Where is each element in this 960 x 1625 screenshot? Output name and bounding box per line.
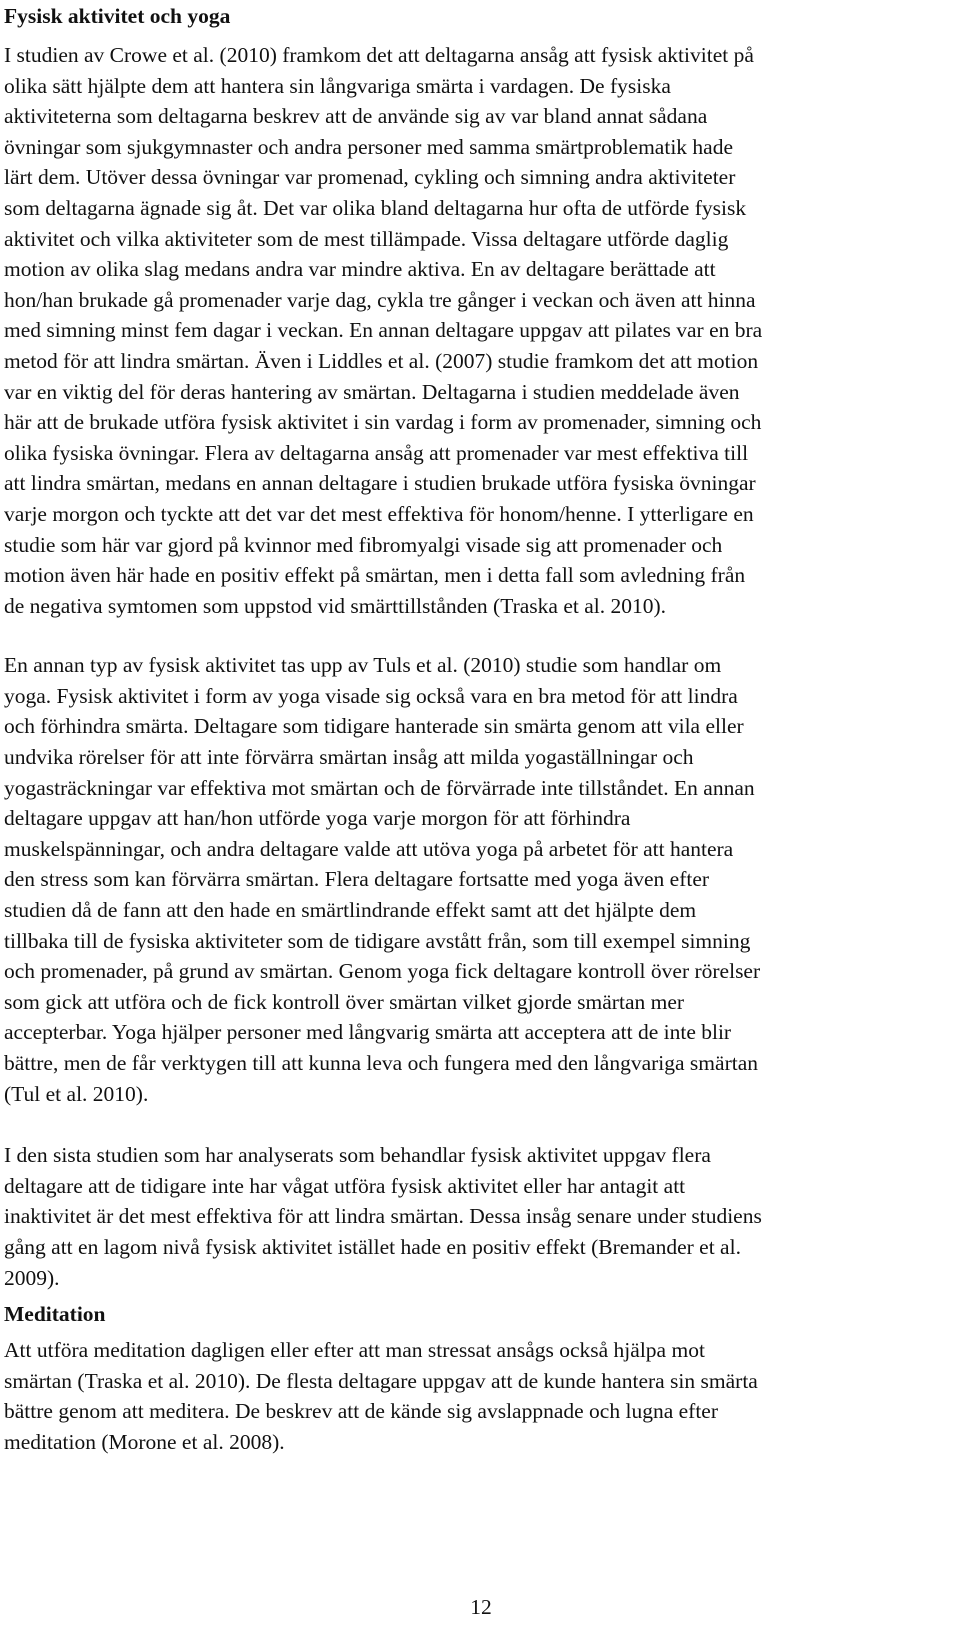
text-line: här att de brukade utföra fysisk aktivitet i sin vardag i form av promenader, simning och xyxy=(4,410,762,435)
text-line: som gick att utföra och de fick kontroll över smärtan vilket gjorde smärtan mer xyxy=(4,989,685,1014)
text-line: tillbaka till de fysiska aktiviteter som de tidigare avstått från, som till exempel simning xyxy=(4,928,751,953)
text-line: deltagare att de tidigare inte har vågat utföra fysisk aktivitet eller har antagit att xyxy=(4,1173,686,1198)
text-line: metod för att lindra smärtan. Även i Liddles et al. (2007) studie framkom det att motion xyxy=(4,348,759,373)
text-line: och promenader, på grund av smärtan. Genom yoga fick deltagare kontroll över rörelser xyxy=(4,959,761,984)
paragraph-yoga-tuls xyxy=(4,650,956,1109)
text-line: gång att en lagom nivå fysisk aktivitet istället hade en positiv effekt (Bremander et al. xyxy=(4,1234,741,1259)
section-heading-meditation: Meditation xyxy=(4,1302,106,1327)
text-line: En annan typ av fysisk aktivitet tas upp av Tuls et al. (2010) studie som handlar om xyxy=(4,653,722,678)
text-line: de negativa symtomen som uppstod vid smärttillstånden (Traska et al. 2010). xyxy=(4,593,667,618)
text-line: motion även här hade en positiv effekt på smärtan, men i detta fall som avledning från xyxy=(4,563,746,588)
text-line: 2009). xyxy=(4,1265,60,1290)
text-line: hon/han brukade gå promenader varje dag, cykla tre gånger i veckan och även att hinna xyxy=(4,287,756,312)
text-line: I den sista studien som har analyserats som behandlar fysisk aktivitet uppgav flera xyxy=(4,1143,711,1168)
text-line: muskelspänningar, och andra deltagare valde att utöva yoga på arbetet för att hantera xyxy=(4,836,734,861)
page-number-text: 12 xyxy=(470,1595,492,1619)
paragraph-crowe-liddles-traska xyxy=(4,40,956,621)
text-line: bättre genom att meditera. De beskrev att de kände sig avslappnade och lugna efter xyxy=(4,1399,718,1424)
text-line: yoga. Fysisk aktivitet i form av yoga visade sig också vara en bra metod för att lindra xyxy=(4,683,738,708)
text-line: aktivitet och vilka aktiviteter som de mest tillämpade. Vissa deltagare utförde daglig xyxy=(4,226,729,251)
text-line: studien då de fann att den hade en smärtlindrande effekt samt att det hjälpte dem xyxy=(4,898,697,923)
text-line: Att utföra meditation dagligen eller efter att man stressat ansågs också hjälpa mot xyxy=(4,1338,705,1363)
text-line: studie som här var gjord på kvinnor med fibromyalgi visade sig att promenader och xyxy=(4,532,723,557)
paragraph-meditation xyxy=(4,1335,956,1457)
text-line: den stress som kan förvärra smärtan. Flera deltagare fortsatte med yoga även efter xyxy=(4,867,710,892)
text-line: meditation (Morone et al. 2008). xyxy=(4,1429,285,1454)
text-line: undvika rörelser för att inte förvärra smärtan insåg att milda yogaställningar och xyxy=(4,745,694,770)
text-line: lärt dem. Utöver dessa övningar var promenad, cykling och simning andra aktiviteter xyxy=(4,165,736,190)
page-number xyxy=(0,1594,960,1620)
text-line: övningar som sjukgymnaster och andra personer med samma smärtproblematik hade xyxy=(4,134,734,159)
text-line: (Tul et al. 2010). xyxy=(4,1081,149,1106)
text-line: aktiviteterna som deltagarna beskrev att de använde sig av var bland annat sådana xyxy=(4,104,708,129)
text-line: olika fysiska övningar. Flera av deltagarna ansåg att promenader var mest effektiva till xyxy=(4,440,749,465)
text-line: och förhindra smärta. Deltagare som tidigare hanterade sin smärta genom att vila eller xyxy=(4,714,744,739)
text-line: bättre, men de får verktygen till att kunna leva och fungera med den långvariga smärtan xyxy=(4,1051,758,1075)
paragraph-bremander xyxy=(4,1140,956,1293)
section-heading-physical-activity: Fysisk aktivitet och yoga xyxy=(4,4,231,28)
text-line: som deltagarna ägnade sig åt. Det var olika bland deltagarna hur ofta de utförde fysisk xyxy=(4,195,747,220)
text-line: olika sätt hjälpte dem att hantera sin långvariga smärta i vardagen. De fysiska xyxy=(4,73,671,98)
text-line: yogasträckningar var effektiva mot smärtan och de förvärrade inte tillståndet. En annan xyxy=(4,775,755,800)
text-line: accepterbar. Yoga hjälper personer med långvarig smärta att acceptera att de inte blir xyxy=(4,1020,732,1045)
text-line: smärtan (Traska et al. 2010). De flesta deltagare uppgav att de kunde hantera sin smärta xyxy=(4,1368,758,1393)
text-line: var en viktig del för deras hantering av smärtan. Deltagarna i studien meddelade även xyxy=(4,379,740,404)
text-line: deltagare uppgav att han/hon utförde yoga varje morgon för att förhindra xyxy=(4,806,631,831)
text-line: att lindra smärtan, medans en annan deltagare i studien brukade utföra fysiska övningar xyxy=(4,471,756,496)
text-line: motion av olika slag medans andra var mindre aktiva. En av deltagare berättade att xyxy=(4,257,716,282)
text-line: med simning minst fem dagar i veckan. En annan deltagare uppgav att pilates var en bra xyxy=(4,318,763,343)
document-page xyxy=(4,0,956,1458)
text-line: inaktivitet är det mest effektiva för att lindra smärtan. Dessa insåg senare under studiens xyxy=(4,1204,762,1229)
text-line: varje morgon och tyckte att det var det mest effektiva för honom/henne. I ytterligare en xyxy=(4,501,754,526)
text-line: I studien av Crowe et al. (2010) framkom det att deltagarna ansåg att fysisk aktivitet på xyxy=(4,43,754,67)
